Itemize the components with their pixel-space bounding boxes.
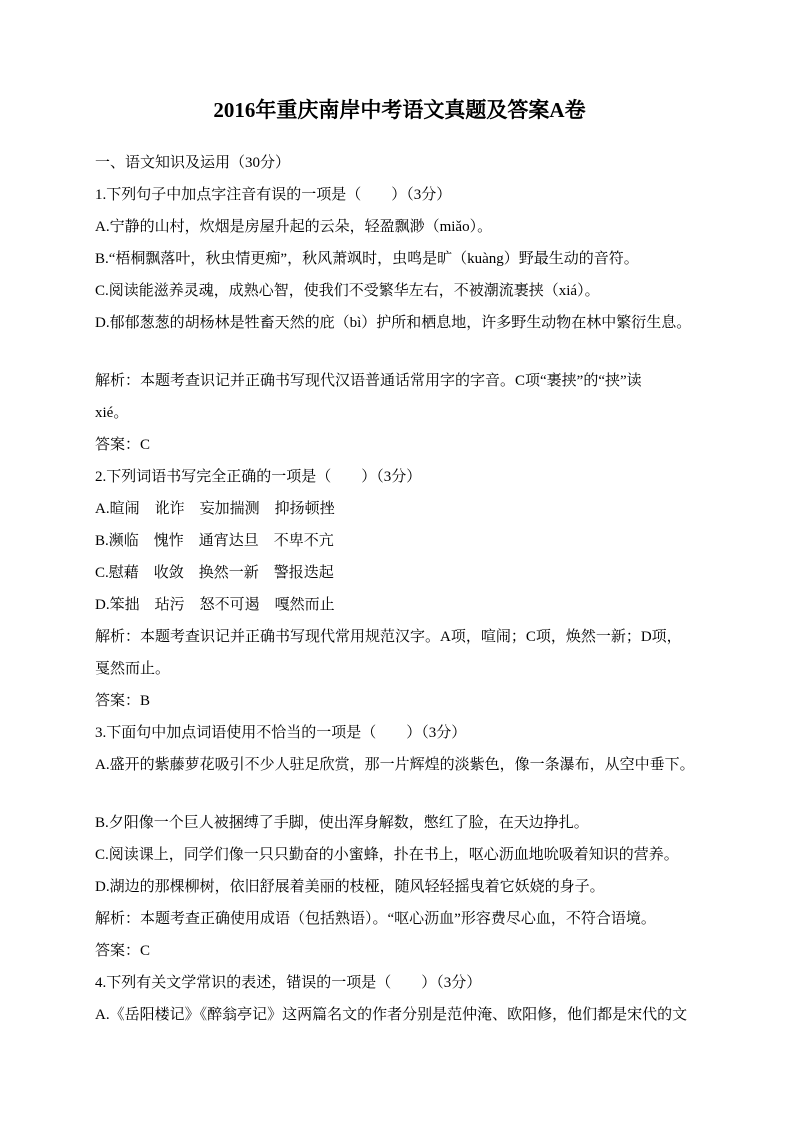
q3-option-c: C.阅读课上，同学们像一只只勤奋的小蜜蜂，扑在书上，呕心沥血地吮吸着知识的营养。 [95, 847, 679, 863]
q2-option-a: A.暄闹 讹诈 妄加揣测 抑扬顿挫 [95, 501, 335, 517]
q1-option-c: C.阅读能滋养灵魂，成熟心智，使我们不受繁华左右，不被潮流裹挟（xiá）。 [95, 283, 600, 299]
q3-analysis: 解析：本题考查正确使用成语（包括熟语）。“呕心沥血”形容费尽心血，不符合语境。 [95, 911, 656, 927]
page-title: 2016年重庆南岸中考语文真题及答案A卷 [213, 98, 586, 122]
q4-stem: 4.下列有关文学常识的表述，错误的一项是（ ）（3分） [95, 975, 482, 991]
q2-stem: 2.下列词语书写完全正确的一项是（ ）（3分） [95, 469, 422, 485]
q2-option-d: D.笨拙 玷污 怒不可遏 嘎然而止 [95, 597, 335, 613]
q3-option-b: B.夕阳像一个巨人被捆缚了手脚，使出浑身解数，憋红了脸，在天边挣扎。 [95, 815, 589, 831]
q3-answer: 答案：C [95, 943, 151, 959]
q3-option-a: A.盛开的紫藤萝花吸引不少人驻足欣赏，那一片辉煌的淡紫色，像一条瀑布，从空中垂下。 [95, 757, 695, 773]
section-heading: 一、语文知识及运用（30分） [95, 155, 291, 171]
q1-option-b: B.“梧桐飘落叶，秋虫情更痴”，秋风萧飒时，虫鸣是旷（kuàng）野最生动的音符。 [95, 251, 639, 267]
q3-option-d: D.湖边的那棵柳树，依旧舒展着美丽的枝桠，随风轻轻摇曳着它妖娆的身子。 [95, 879, 605, 895]
q1-option-a: A.宁静的山村，炊烟是房屋升起的云朵，轻盈飘渺（miǎo）。 [95, 219, 493, 235]
q2-answer: 答案：B [95, 693, 151, 709]
q2-analysis-line2: 戛然而止。 [95, 661, 171, 677]
q1-stem: 1.下列句子中加点字注音有误的一项是（ ）（3分） [95, 187, 452, 203]
q4-option-a: A.《岳阳楼记》《醉翁亭记》这两篇名文的作者分别是范仲淹、欧阳修，他们都是宋代的文 [95, 1007, 688, 1023]
q1-answer: 答案：C [95, 437, 151, 453]
q1-analysis-line1: 解析：本题考查识记并正确书写现代汉语普通话常用字的字音。C项“裹挟”的“挟”读 [95, 373, 642, 389]
q1-option-d: D.郁郁葱葱的胡杨林是牲畜天然的庇（bì）护所和栖息地，许多野生动物在林中繁衍生息。 [95, 315, 692, 331]
q2-option-b: B.濒临 愧怍 通宵达旦 不卑不亢 [95, 533, 334, 549]
q3-stem: 3.下面句中加点词语使用不恰当的一项是（ ）（3分） [95, 725, 467, 741]
q2-option-c: C.慰藉 收敛 换然一新 警报迭起 [95, 565, 334, 581]
q2-analysis-line1: 解析：本题考查识记并正确书写现代常用规范汉字。A项，喧闹；C项，焕然一新；D项， [95, 629, 682, 645]
q1-analysis-line2: xié。 [95, 405, 129, 421]
